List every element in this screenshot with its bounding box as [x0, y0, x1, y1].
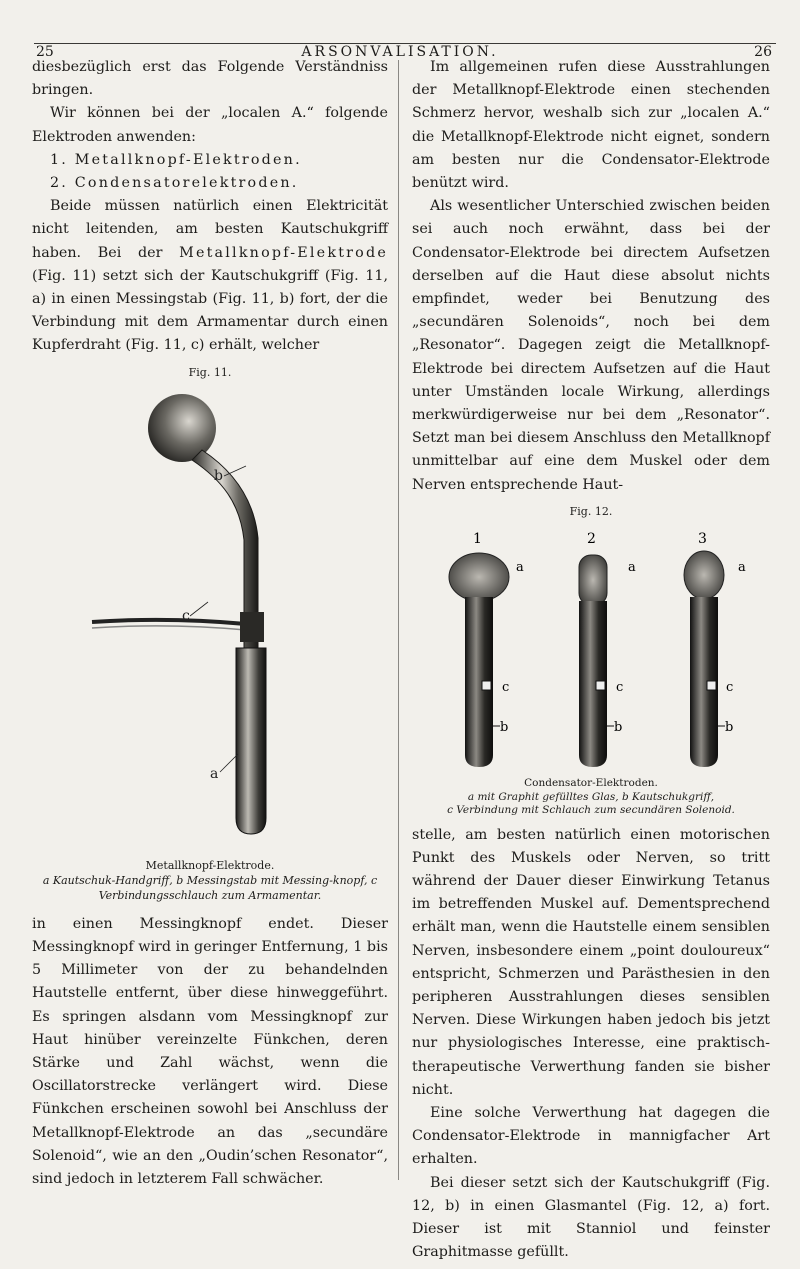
running-title: ARSONVALISATION.	[301, 44, 499, 60]
header-rule	[34, 43, 776, 44]
paragraph: Im allgemeinen rufen diese Ausstrahlungen der Metallknopf-Elektrode einen stechenden Schmerz hervor, weshalb sich zur „localen A.“ die Metallknopf-Elektrode nicht eignet, sondern am besten nur die Condensator-Elektrode benützt wird.	[412, 59, 770, 192]
electrode-3	[684, 531, 746, 767]
list-item: 2. Condensatorelektroden.	[50, 175, 299, 192]
figure-11-metal-knob-electrode	[32, 388, 388, 858]
label-a: a	[210, 765, 219, 782]
column-divider	[398, 60, 399, 1180]
label-c: c	[616, 680, 624, 696]
figure-number: 3	[698, 531, 707, 548]
figure-12-title: Condensator-Elektroden.	[524, 777, 658, 790]
electrode-1	[449, 531, 524, 767]
figure-number: 2	[587, 531, 596, 548]
label-b: b	[725, 720, 734, 736]
list-item: 1. Metallknopf-Elektroden.	[50, 151, 302, 168]
electrode-illustration	[32, 388, 388, 858]
figure-number: 1	[473, 531, 482, 548]
condenser-electrodes-illustration	[412, 527, 770, 777]
left-column	[32, 56, 388, 1191]
figure-11-legend: a Kautschuk-Handgriff, b Messingstab mit Messing-knopf, c Verbindungsschlauch zum Armamentar.	[42, 873, 378, 902]
paragraph: Bei dieser setzt sich der Kautschukgriff (Fig. 12, b) in einen Glasmantel (Fig. 12, a) fort. Dieser ist mit Stanniol und feinster Graphitmasse gefüllt.	[412, 1174, 770, 1261]
paragraph	[32, 195, 388, 357]
label-c: c	[502, 680, 510, 696]
label-a: a	[738, 560, 746, 576]
label-b: b	[500, 720, 509, 736]
text-run: Beide müssen natürlich einen Elektricität nicht leitenden, am besten Kautschukgriff haben. Bei der	[32, 198, 388, 261]
paragraph: diesbezüglich erst das Folgende Verständniss bringen.	[32, 59, 388, 99]
electrode-2	[579, 531, 636, 767]
paragraph: Als wesentlicher Unterschied zwischen beiden sei auch noch erwähnt, dass bei der Condensator-Elektrode bei directem Aufsetzen derselben auf die Haut diese absolut nichts empfindet, weder bei Benutzung des „secundären Solenoids“, noch bei dem „Resonator“. Dagegen zeigt die Metallknopf-Elektrode bei directem Aufsetzen auf die Haut unter Umständen locale Wirkung, allerdings merkwürdigerweise nur bei dem „Resonator“. Setzt man bei diesem Anschluss den Metallknopf unmittelbar auf eine dem Muskel oder dem Nerven entsprechende Haut-	[412, 198, 770, 493]
figure-label: Fig. 12.	[569, 504, 613, 518]
label-b: b	[214, 467, 223, 484]
figure-12-condenser-electrodes	[412, 527, 770, 777]
label-b: b	[614, 720, 623, 736]
paragraph: in einen Messingknopf endet. Dieser Messingknopf wird in geringer Entfernung, 1 bis 5 Millimeter von der zu behandelnden Hautstelle entfernt, über diese hinweggeführt. Es springen alsdann vom Messingknopf zur Haut hinüber vereinzelte Fünkchen, deren Stärke und Zahl wächst, wenn die Oscillatorstrecke verlängert wird. Diese Fünkchen erscheinen sowohl bei Anschluss der Metallknopf-Elektrode an das „secundäre Solenoid“, wie an den „Oudin’schen Resonator“, sind jedoch in letzterem Fall schwächer.	[32, 915, 388, 1188]
spaced-term: Metallknopf-Elektrode	[179, 244, 388, 261]
label-a: a	[628, 560, 636, 576]
page-header	[0, 20, 800, 60]
paragraph: Wir können bei der „localen A.“ folgende Elektroden anwenden:	[32, 105, 388, 145]
paragraph: stelle, am besten natürlich einen motorischen Punkt des Muskels oder Nerven, so tritt während der Dauer dieser Einwirkung Tetanus im betreffenden Muskel auf. Dementsprechend erhält man, wenn die Hautstelle einem sensiblen Nerven, insbesondere einem „point douloureux“ entspricht, Schmerzen und Parästhesien in den peripheren Ausstrahlungen dieses sensiblen Nerven. Diese Wirkungen haben jedoch bis jetzt nur physiologisches Interesse, eine praktisch-therapeutische Verwerthung fanden sie bisher nicht.	[412, 826, 770, 1098]
figure-label: Fig. 11.	[188, 365, 232, 379]
page-number-left: 25	[36, 44, 54, 60]
label-c: c	[182, 607, 190, 624]
text-run: (Fig. 11) setzt sich der Kautschukgriff (Fig. 11, a) in einen Messingstab (Fig. 11, b) fort, der die Verbindung mit dem Armamentar durch einen Kupferdraht (Fig. 11, c) erhält, welcher	[32, 267, 388, 354]
figure-12-legend-line-2: c Verbindung mit Schlauch zum secundären Solenoid.	[447, 804, 735, 817]
figure-12-legend-line-1: a mit Graphit gefülltes Glas, b Kautschukgriff,	[467, 790, 715, 803]
right-column	[412, 56, 770, 1264]
paragraph: Eine solche Verwerthung hat dagegen die Condensator-Elektrode in mannigfacher Art erhalten.	[412, 1105, 770, 1168]
label-a: a	[516, 560, 524, 576]
figure-11-title: Metallknopf-Elektrode.	[145, 858, 275, 872]
page-number-right: 26	[754, 44, 772, 60]
label-c: c	[726, 680, 734, 696]
